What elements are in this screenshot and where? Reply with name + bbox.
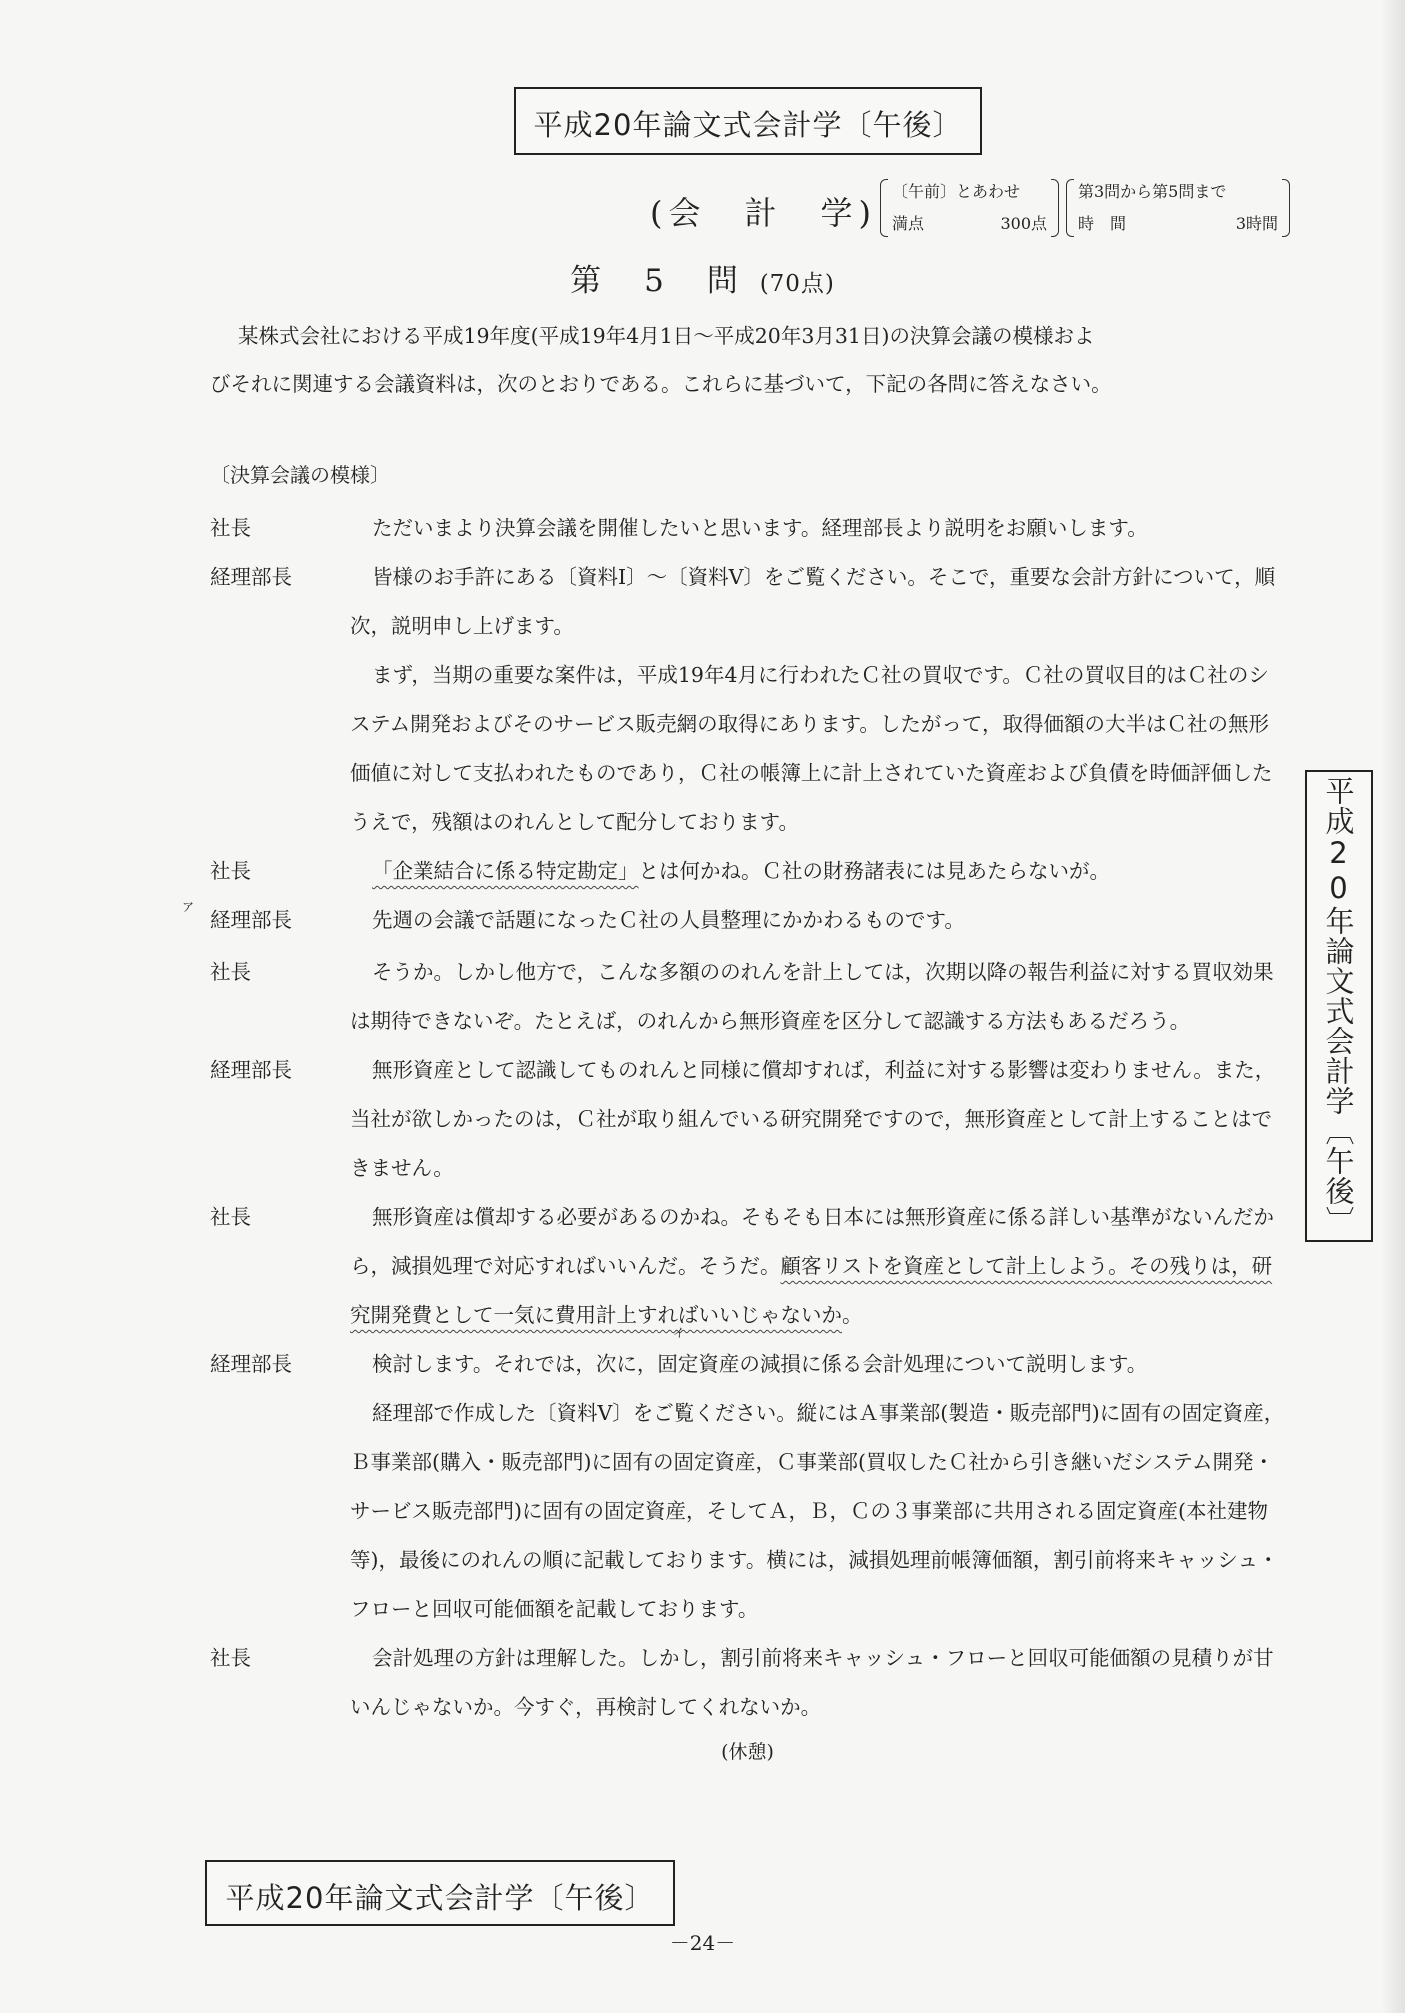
speaker-label: 経理部長	[210, 565, 292, 589]
speech-paragraph: 検討します。それでは，次に，固定資産の減損に係る会計処理について説明します。	[372, 1352, 1148, 1376]
intro-line-2: びそれに関連する会議資料は，次のとおりである。これらに基づいて，下記の各問に答えなさい。	[210, 372, 1112, 396]
speech-paragraph: そうか。しかし他方で，こんな多額ののれんを計上しては，次期以降の報告利益に対する買収効果は期待できないぞ。たとえば，のれんから無形資産を区分して認識する方法もあるだろう。	[350, 960, 1274, 1033]
intro-paragraph	[210, 312, 1285, 408]
info-score-label: 満点	[892, 214, 925, 233]
speech-paragraph: 先週の会議で話題になったＣ社の人員整理にかかわるものです。	[372, 908, 965, 932]
speech-paragraph: 会計処理の方針は理解した。しかし，割引前将来キャッシュ・フローと回収可能価額の見積りが甘いんじゃないか。今すぐ，再検討してくれないか。	[350, 1646, 1274, 1719]
dialogue-turn	[210, 1046, 1285, 1193]
info-brace-score	[880, 176, 1059, 240]
question-heading	[0, 255, 1405, 300]
underline-mark-a: ア	[182, 900, 195, 914]
dialogue-turn	[210, 504, 1285, 553]
page-number: －24－	[669, 1931, 736, 1955]
dialogue-turn	[210, 553, 1285, 847]
question-points: (70点)	[759, 271, 835, 297]
info-time-line1: 第3問から第5問まで	[1078, 182, 1227, 201]
speech-paragraph: 無形資産として認識してものれんと同様に償却すれば，利益に対する影響は変わりません。また，当社が欲しかったのは，Ｃ社が取り組んでいる研究開発ですので，無形資産として計上することはできません。	[350, 1058, 1276, 1180]
info-score-line1: 〔午前〕とあわせ	[892, 182, 1021, 201]
speech-paragraph: 皆様のお手許にある〔資料Ⅰ〕〜〔資料Ⅴ〕をご覧ください。そこで，重要な会計方針について，順次，説明申し上げます。	[350, 565, 1276, 638]
dialogue-turn	[210, 1193, 1285, 1340]
info-time-line2	[1078, 208, 1278, 240]
speech-text	[350, 1193, 1285, 1340]
dialogue-turn	[210, 847, 1285, 896]
speech-paragraph: ただいまより決算会議を開催したいと思います。経理部長より説明をお願いします。	[372, 516, 1148, 540]
speech-text	[350, 553, 1285, 847]
info-time-value: 3時間	[1235, 214, 1278, 233]
speech-text	[350, 847, 1285, 896]
speaker-label: 経理部長	[210, 1058, 292, 1082]
info-score-line2	[892, 208, 1047, 240]
speech-text	[350, 948, 1285, 1046]
info-time-label: 時 間	[1078, 214, 1127, 233]
speech-paragraph	[350, 847, 1285, 896]
speaker-label: 経理部長	[210, 1352, 292, 1376]
speaker-name: 経理部長	[210, 908, 292, 932]
speech-paragraph: 経理部で作成した〔資料Ⅴ〕をご覧ください。縦にはＡ事業部(製造・販売部門)に固有の固定資産，Ｂ事業部(購入・販売部門)に固有の固定資産，Ｃ事業部(買収したＣ社から引き継いだシステム開発・サービス販売部門)に固有の固定資産，そしてＡ，Ｂ，Ｃの３事業部に共用される固定資産(本社建物等)，最後にのれんの順に記載しております。横には，減損処理前帳簿価額，割引前将来キャッシュ・フローと回収可能価額を記載しております。	[350, 1401, 1285, 1621]
page-gutter-shadow	[1383, 0, 1405, 2013]
speaker-label: 社長	[210, 516, 251, 540]
question-number: 第 5 問	[570, 263, 744, 299]
underlined-part: ばいいじゃないか	[678, 1303, 842, 1327]
info-brace-time	[1066, 176, 1290, 240]
dialogue-turn	[210, 1340, 1285, 1634]
speech-paragraph	[350, 1193, 1285, 1340]
info-score-value: 300点	[1000, 214, 1047, 233]
phrase-text: とは何かね。Ｃ社の財務諸表には見あたらないが。	[638, 859, 1110, 883]
meeting-dialogue	[182, 504, 1285, 1777]
speech-text	[350, 504, 1285, 553]
side-title-tab: 平成20年論文式会計学〔午後〕	[1305, 770, 1373, 1242]
intro-line-1: 某株式会社における平成19年度(平成19年4月1日〜平成20年3月31日)の決算会議の模様およ	[238, 324, 1095, 348]
speech-text	[350, 1046, 1285, 1193]
speech-paragraph: まず，当期の重要な案件は，平成19年4月に行われたＣ社の買収です。Ｃ社の買収目的はＣ社のシステム開発およびそのサービス販売網の取得にあります。したがって，取得価額の大半はＣ社の無形価値に対して支払われたものであり，Ｃ社の帳簿上に計上されていた資産および負債を時価評価したうえで，残額はのれんとして配分しております。	[350, 663, 1273, 834]
speaker-label	[182, 896, 350, 948]
break-note: (休憩)	[721, 1741, 774, 1763]
exam-title-box: 平成20年論文式会計学〔午後〕	[514, 87, 982, 155]
underline-mark-i: れ イ	[658, 1303, 679, 1327]
speaker-label: 社長	[210, 960, 251, 984]
speaker-label: 社長	[210, 1646, 251, 1670]
footer-title-box: 平成20年論文式会計学〔午後〕	[205, 1860, 675, 1926]
speech-text	[350, 1340, 1285, 1634]
dialogue-turn	[182, 896, 1285, 948]
phrase-text: 無形資産は償却する必要があるのかね。そもそも日本には無形資産に係る詳しい基準がないんだから，減損処理で対応すればいいんだ。そうだ。	[350, 1205, 1274, 1278]
subject-label: (会 計 学)	[650, 194, 877, 232]
speech-text	[350, 896, 1285, 948]
speaker-label: 社長	[210, 1205, 251, 1229]
section-label: 〔決算会議の模様〕	[210, 463, 390, 487]
underlined-phrase-a: 「企業結合に係る特定勘定」	[372, 859, 639, 883]
dialogue-turn	[210, 1634, 1285, 1732]
underlined-part: 顧客リストを資産として計上しよう。その残りは，研究開発費として一気に費用計上す	[350, 1254, 1273, 1327]
speaker-label: 社長	[210, 859, 251, 883]
speech-text	[350, 1634, 1285, 1732]
dialogue-turn	[210, 948, 1285, 1046]
phrase-text: 。	[842, 1303, 863, 1327]
